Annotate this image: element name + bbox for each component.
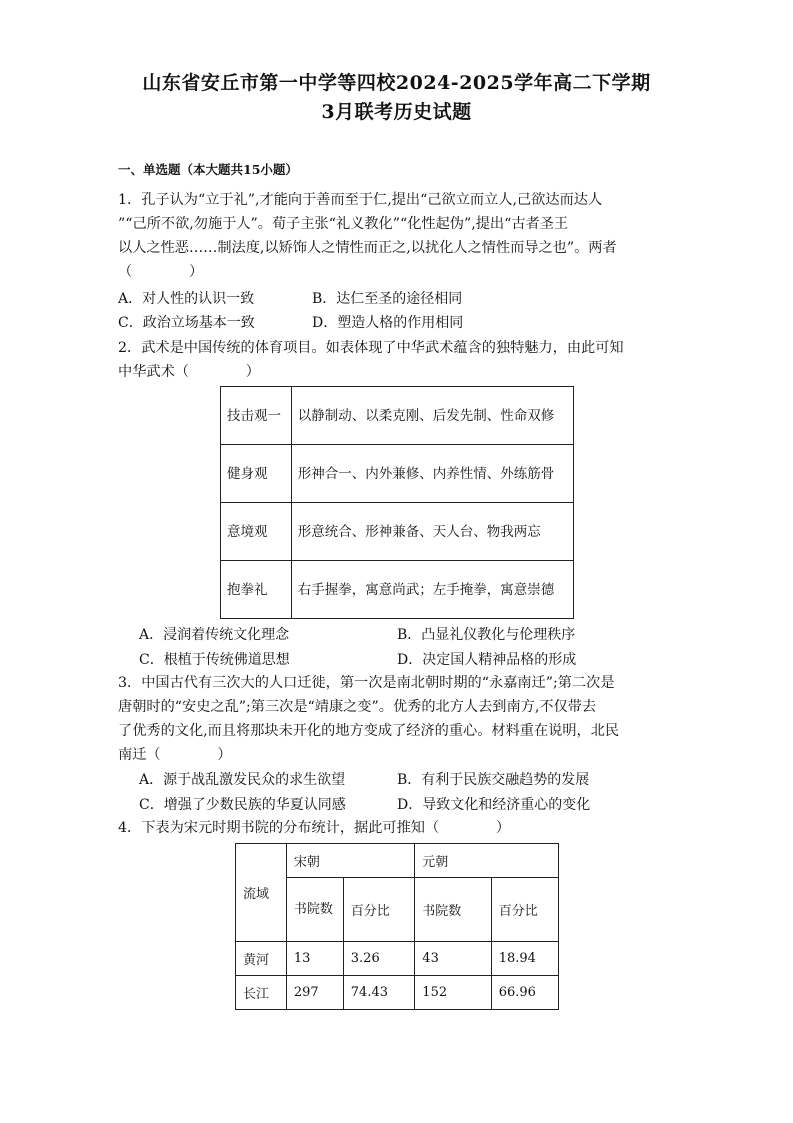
q4-sub-header: 书院数: [286, 878, 343, 942]
q4-corner-header: 流域: [236, 844, 287, 942]
q4-song-header: 宋朝: [286, 844, 414, 878]
q2-option-d[interactable]: D．决定国人精神品格的形成: [397, 652, 577, 668]
q2-table-value: 形神合一、内外兼修、内养性情、外练筋骨: [291, 445, 573, 503]
q4-sub-header: 书院数: [415, 878, 491, 942]
q2-table: [220, 386, 574, 619]
q3-option-d[interactable]: D．导致文化和经济重心的变化: [397, 797, 591, 813]
doc-title-line2: 3月联考历史试题: [321, 101, 472, 123]
q4-row-name: 长江: [236, 976, 287, 1010]
q1-line: 1．孔子认为“立于礼”,才能向于善而至于仁,提出“己欲立而立人,己欲达而达人: [118, 192, 603, 208]
q4-table: [235, 843, 559, 1010]
q3-line: 3．中国古代有三次大的人口迁徙，第一次是南北朝时期的“永嘉南迁”;第二次是: [118, 675, 615, 691]
q2-line: 中华武术（ ）: [118, 364, 260, 380]
q4-cell: 13: [286, 942, 343, 976]
q3-option-b[interactable]: B．有利于民族交融趋势的发展: [397, 772, 590, 788]
q4-line: 4．下表为宋元时期书院的分布统计，据此可推知（ ）: [118, 820, 511, 836]
q1-line: ”“己所不欲,勿施于人”。荀子主张“礼义教化”“化性起伪”,提出“古者圣王: [118, 216, 569, 232]
q4-yuan-header: 元朝: [415, 844, 559, 878]
q2-table-key: 健身观: [221, 445, 292, 503]
q4-cell: 18.94: [491, 942, 558, 976]
q4-cell: 152: [415, 976, 491, 1010]
q1-option-b[interactable]: B．达仁至圣的途径相同: [312, 291, 463, 307]
q3-line: 南迁（ ）: [118, 747, 232, 763]
q1-option-d[interactable]: D．塑造人格的作用相同: [312, 315, 464, 331]
doc-title-line1: 山东省安丘市第一中学等四校2024-2025学年高二下学期: [142, 72, 651, 94]
q2-option-a[interactable]: A．浸润着传统文化理念: [139, 627, 290, 643]
q3-option-a[interactable]: A．源于战乱激发民众的求生欲望: [139, 772, 346, 788]
q4-sub-header: 百分比: [343, 878, 415, 942]
q3-line: 了优秀的文化,而且将那块未开化的地方变成了经济的重心。材料重在说明，北民: [118, 723, 620, 739]
q1-line: 以人之性恶……制法度,以矫饰人之情性而正之,以扰化人之情性而导之也”。两者: [118, 240, 617, 256]
q1-line: （ ）: [118, 264, 204, 280]
q4-sub-header: 百分比: [491, 878, 558, 942]
q2-table-key: 意境观: [221, 503, 292, 561]
q2-table-key: 抱拳礼: [221, 561, 292, 619]
q4-row-name: 黄河: [236, 942, 287, 976]
section-heading: 一、单选题（本大题共15小题）: [118, 162, 298, 177]
q4-cell: 297: [286, 976, 343, 1010]
q3-line: 唐朝时的“安史之乱”;第三次是“靖康之变”。优秀的北方人去到南方,不仅带去: [118, 699, 597, 715]
q1-option-a[interactable]: A．对人性的认识一致: [118, 291, 255, 307]
q2-table-key: 技击观一: [221, 387, 292, 445]
q1-option-c[interactable]: C．政治立场基本一致: [118, 315, 255, 331]
q2-option-c[interactable]: C．根植于传统佛道思想: [139, 652, 290, 668]
q2-line: 2．武术是中国传统的体育项目。如表体现了中华武术蕴含的独特魅力，由此可知: [118, 340, 624, 356]
q4-cell: 74.43: [343, 976, 415, 1010]
q2-table-value: 形意统合、形神兼备、天人台、物我两忘: [291, 503, 573, 561]
q3-option-c[interactable]: C．增强了少数民族的华夏认同感: [139, 797, 346, 813]
q4-cell: 3.26: [343, 942, 415, 976]
q4-cell: 43: [415, 942, 491, 976]
q2-table-value: 右手握拳，寓意尚武；左手掩拳，寓意崇德: [291, 561, 573, 619]
q2-table-value: 以静制动、以柔克刚、后发先制、性命双修: [291, 387, 573, 445]
q4-cell: 66.96: [491, 976, 558, 1010]
q2-option-b[interactable]: B．凸显礼仪教化与伦理秩序: [397, 627, 576, 643]
